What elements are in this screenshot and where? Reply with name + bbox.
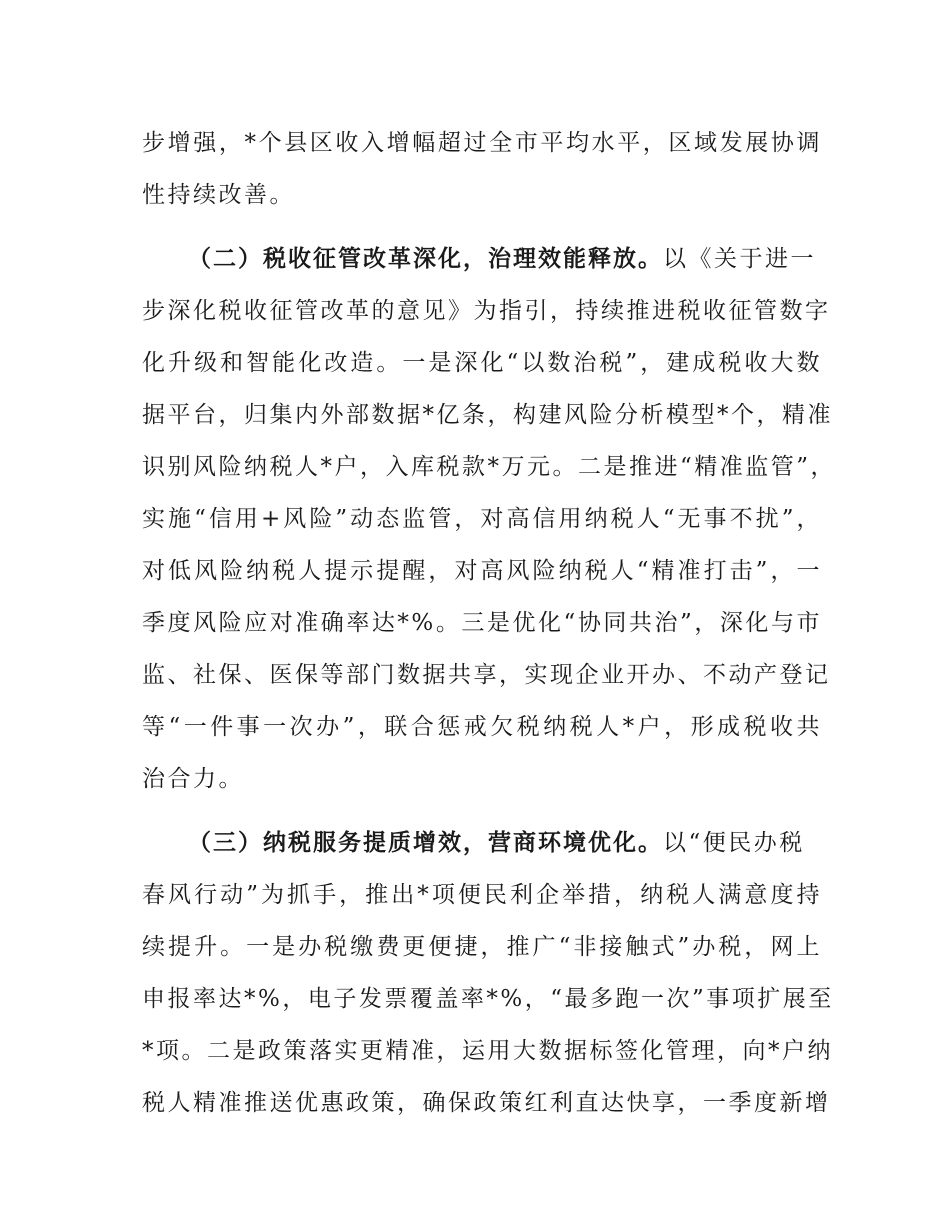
paragraph-line: 步深化税收征管改革的意见》为指引，持续推进税收征管数字 — [142, 298, 831, 324]
paragraph-line: 续提升。一是办税缴费更便捷，推广“非接触式”办税，网上 — [142, 934, 822, 960]
paragraph-line: 据平台，归集内外部数据*亿条，构建风险分析模型*个，精准 — [142, 402, 833, 428]
paragraph-line: 季度风险应对准确率达*%。三是优化“协同共治”，深化与市 — [142, 610, 822, 636]
paragraph-line: 申报率达*%，电子发票覆盖率*%，“最多跑一次”事项扩展至 — [142, 986, 834, 1012]
paragraph-line: 实施“信用+风险”动态监管，对高信用纳税人“无事不扰”， — [142, 506, 822, 532]
section-heading-line — [188, 244, 822, 274]
paragraph-line: 化升级和智能化改造。一是深化“以数治税”，建成税收大数 — [142, 350, 822, 376]
paragraph-line: 步增强，*个县区收入增幅超过全市平均水平，区域发展协调 — [142, 130, 822, 156]
section-heading-line — [188, 828, 822, 858]
paragraph-text: 以《关于进一 — [663, 246, 816, 272]
paragraph-line: *项。二是政策落实更精准，运用大数据标签化管理，向*户纳 — [142, 1038, 833, 1064]
paragraph-line: 对低风险纳税人提示提醒，对高风险纳税人“精准打击”，一 — [142, 558, 822, 584]
paragraph-line: 春风行动”为抓手，推出*项便民利企举措，纳税人满意度持 — [142, 882, 822, 908]
paragraph-line: 识别风险纳税人*户，入库税款*万元。二是推进“精准监管”， — [142, 454, 837, 480]
paragraph-text: 以“便民办税 — [663, 830, 805, 856]
paragraph-line: 性持续改善。 — [142, 182, 295, 208]
paragraph-line: 监、社保、医保等部门数据共享，实现企业开办、不动产登记 — [142, 662, 831, 688]
paragraph-line: 等“一件事一次办”，联合惩戒欠税纳税人*户，形成税收共 — [142, 714, 822, 740]
paragraph-line: 治合力。 — [142, 766, 244, 792]
section-heading: （二）税收征管改革深化，治理效能释放。 — [188, 246, 663, 272]
paragraph-line: 税人精准推送优惠政策，确保政策红利直达快享，一季度新增 — [142, 1090, 831, 1116]
section-heading: （三）纳税服务提质增效，营商环境优化。 — [188, 830, 663, 856]
